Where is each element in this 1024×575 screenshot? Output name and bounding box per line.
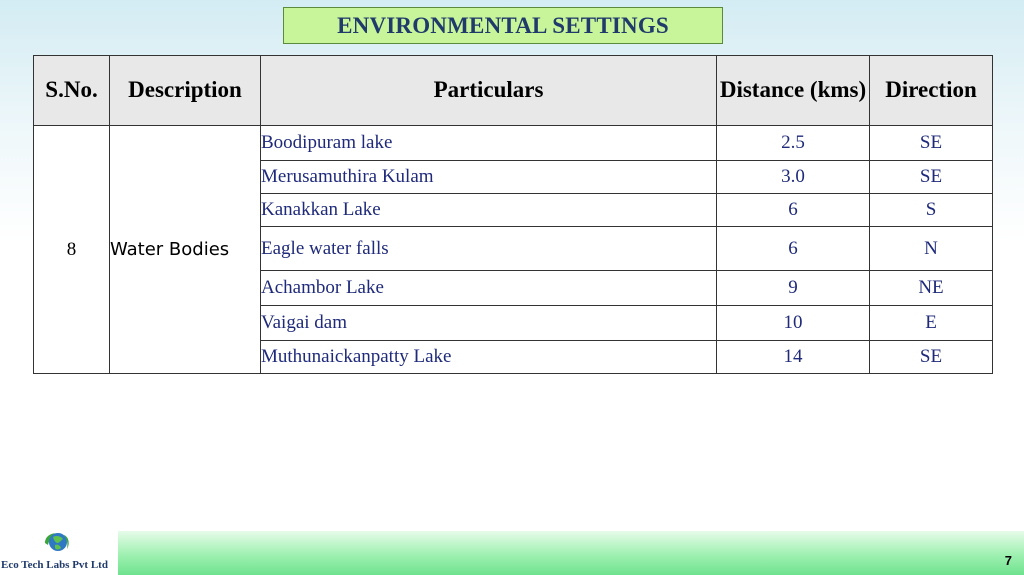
direction-cell: SE	[870, 341, 993, 374]
header-direction: Direction	[870, 56, 993, 126]
distance-cell: 6	[717, 194, 870, 227]
distance-cell: 14	[717, 341, 870, 374]
particular-cell: Kanakkan Lake	[261, 194, 717, 227]
direction-cell: E	[870, 306, 993, 341]
header-particulars: Particulars	[261, 56, 717, 126]
table-header-row	[34, 56, 993, 126]
particular-cell: Vaigai dam	[261, 306, 717, 341]
slide-title: ENVIRONMENTAL SETTINGS	[283, 7, 723, 44]
header-distance: Distance (kms)	[717, 56, 870, 126]
particular-cell: Achambor Lake	[261, 271, 717, 306]
globe-icon	[42, 530, 72, 554]
header-description: Description	[110, 56, 261, 126]
distance-cell: 10	[717, 306, 870, 341]
table-row	[34, 126, 993, 161]
direction-cell: N	[870, 227, 993, 271]
direction-cell: S	[870, 194, 993, 227]
distance-cell: 6	[717, 227, 870, 271]
particular-cell: Muthunaickanpatty Lake	[261, 341, 717, 374]
particular-cell: Boodipuram lake	[261, 126, 717, 161]
group-sno: 8	[34, 126, 110, 374]
company-logo-text: Eco Tech Labs Pvt Ltd	[1, 559, 108, 571]
distance-cell: 9	[717, 271, 870, 306]
page-number: 7	[1004, 553, 1012, 568]
particular-cell: Merusamuthira Kulam	[261, 161, 717, 194]
header-sno: S.No.	[34, 56, 110, 126]
direction-cell: NE	[870, 271, 993, 306]
distance-cell: 2.5	[717, 126, 870, 161]
direction-cell: SE	[870, 126, 993, 161]
footer-band	[118, 531, 1024, 575]
environmental-settings-table	[33, 55, 993, 374]
particular-cell: Eagle water falls	[261, 227, 717, 271]
direction-cell: SE	[870, 161, 993, 194]
distance-cell: 3.0	[717, 161, 870, 194]
group-description: Water Bodies	[110, 126, 261, 374]
